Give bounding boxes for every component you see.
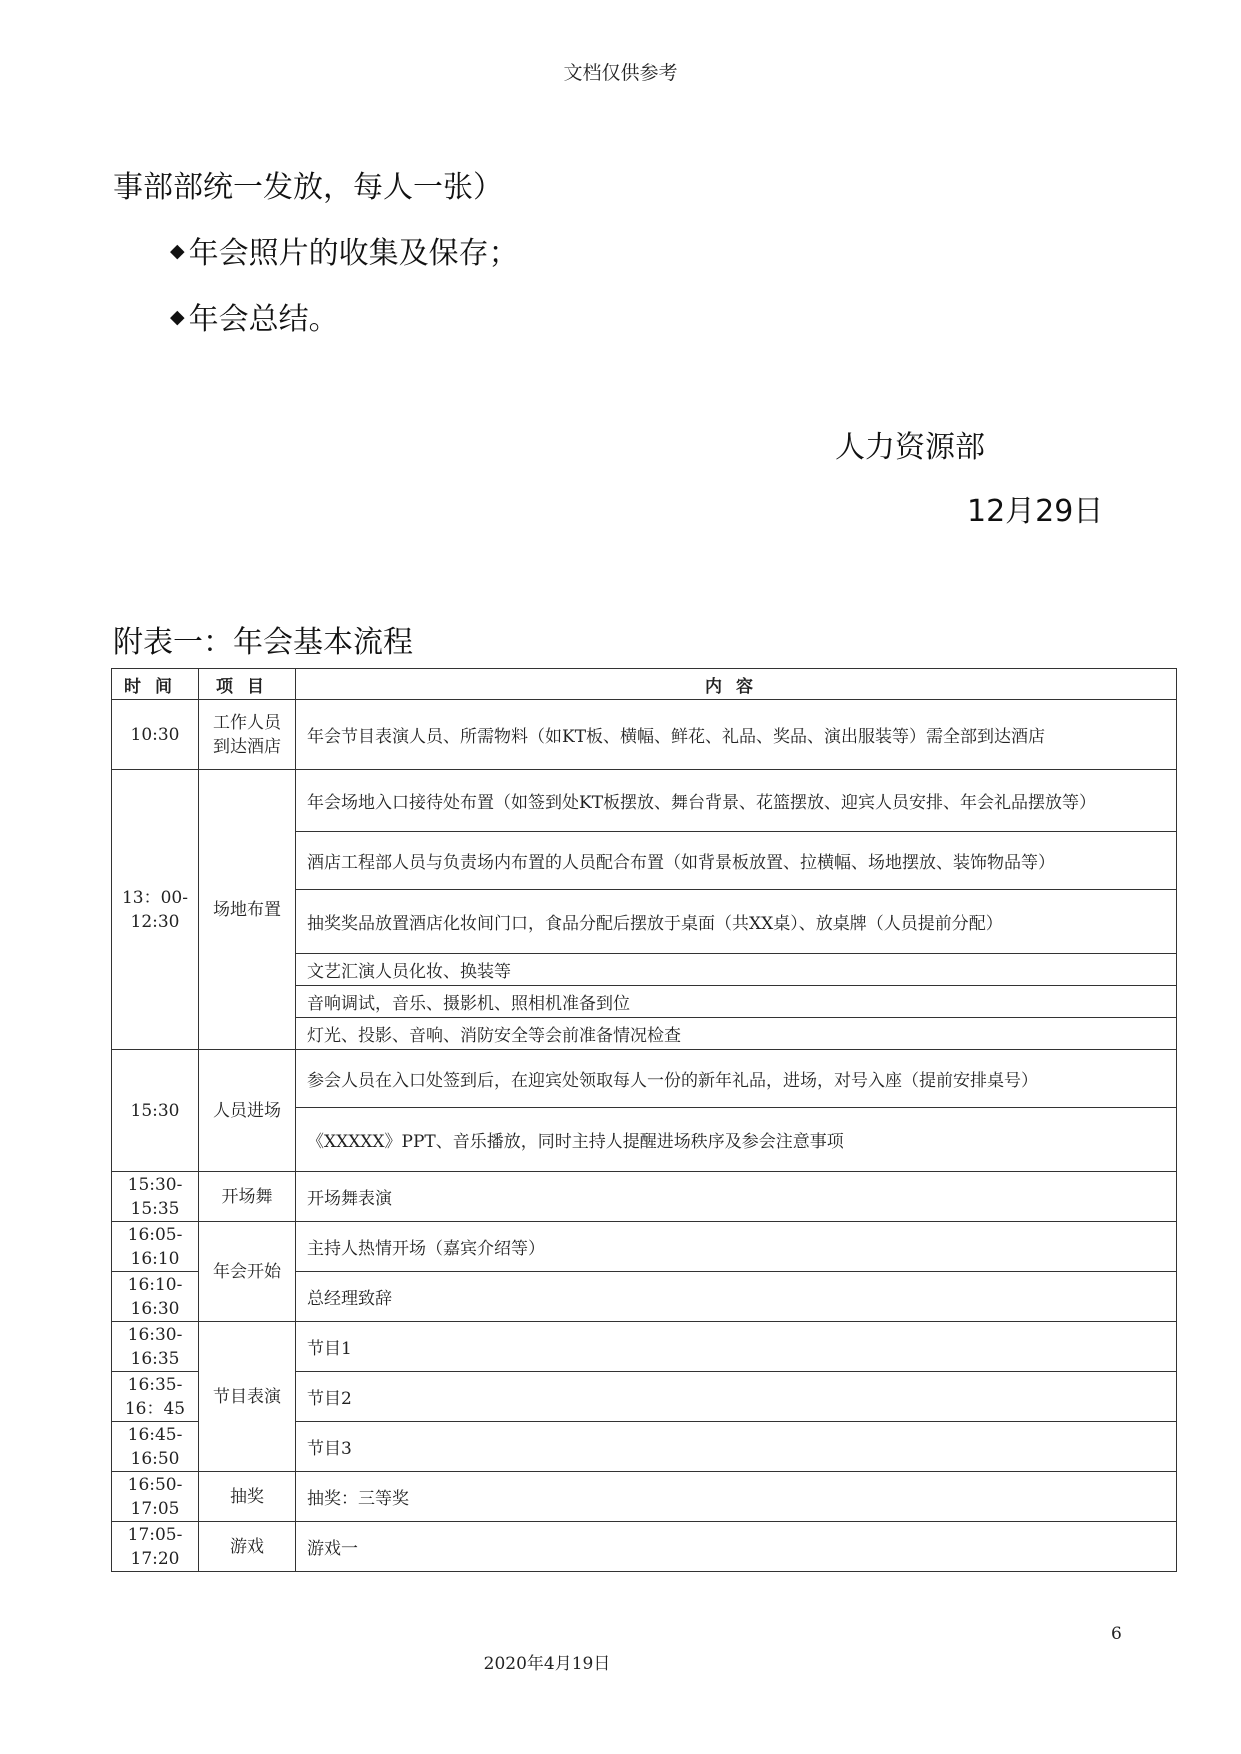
time-cell: 15:30 <box>112 1050 199 1172</box>
table-row <box>112 1322 1177 1372</box>
item-cell: 开场舞 <box>199 1172 296 1222</box>
table-row <box>112 1050 1177 1108</box>
bullet-item <box>170 228 519 272</box>
time-cell: 16:45- 16:50 <box>112 1422 199 1472</box>
item-cell <box>199 700 296 770</box>
signature-department: 人力资源部 <box>835 430 985 465</box>
header-time: 时间 <box>112 669 199 700</box>
content-cell: 酒店工程部人员与负责场内布置的人员配合布置（如背景板放置、拉横幅、场地摆放、装饰物品等） <box>296 832 1177 890</box>
header-note: 文档仅供参考 <box>563 62 678 84</box>
time-cell: 15:30- 15:35 <box>112 1172 199 1222</box>
table-row <box>112 700 1177 770</box>
diamond-bullet-icon: ◆ <box>170 240 185 262</box>
item-cell: 年会开始 <box>199 1222 296 1322</box>
table-row <box>112 1522 1177 1572</box>
table-title: 附表一：年会基本流程 <box>113 625 413 660</box>
content-cell: 节目1 <box>296 1322 1177 1372</box>
content-cell: 年会场地入口接待处布置（如签到处KT板摆放、舞台背景、花篮摆放、迎宾人员安排、年会礼品摆放等） <box>296 770 1177 832</box>
table-row <box>112 1472 1177 1522</box>
content-cell: 节目3 <box>296 1422 1177 1472</box>
time-cell: 16:50- 17:05 <box>112 1472 199 1522</box>
time-cell: 16:10- 16:30 <box>112 1272 199 1322</box>
body-text-line: 事部部统一发放，每人一张） <box>113 170 503 205</box>
time-cell: 16:30- 16:35 <box>112 1322 199 1372</box>
content-cell: 主持人热情开场（嘉宾介绍等） <box>296 1222 1177 1272</box>
bullet-text: 年会照片的收集及保存； <box>188 236 519 271</box>
table-row <box>112 1172 1177 1222</box>
content-cell: 文艺汇演人员化妆、换装等 <box>296 954 1177 986</box>
bullet-text: 年会总结。 <box>188 302 339 337</box>
diamond-bullet-icon: ◆ <box>170 306 185 328</box>
content-cell: 开场舞表演 <box>296 1172 1177 1222</box>
content-cell: 年会节目表演人员、所需物料（如KT板、横幅、鲜花、礼品、奖品、演出服装等）需全部到达酒店 <box>296 700 1177 770</box>
content-cell: 音响调试，音乐、摄影机、照相机准备到位 <box>296 986 1177 1018</box>
content-cell: 抽奖：三等奖 <box>296 1472 1177 1522</box>
table-row <box>112 770 1177 832</box>
time-cell: 13：00- 12:30 <box>112 770 199 1050</box>
time-cell: 16:05- 16:10 <box>112 1222 199 1272</box>
header-item: 项目 <box>199 669 296 700</box>
time-cell: 10:30 <box>112 700 199 770</box>
table-row <box>112 1222 1177 1272</box>
header-content: 内容 <box>296 669 1177 700</box>
item-cell: 场地布置 <box>199 770 296 1050</box>
time-cell: 16:35- 16：45 <box>112 1372 199 1422</box>
time-cell: 17:05- 17:20 <box>112 1522 199 1572</box>
content-cell: 抽奖奖品放置酒店化妆间门口，食品分配后摆放于桌面（共XX桌）、放桌牌（人员提前分配） <box>296 890 1177 954</box>
footer-date: 2020年4月19日 <box>483 1654 611 1674</box>
flow-table <box>111 668 1177 1572</box>
content-cell: 灯光、投影、音响、消防安全等会前准备情况检查 <box>296 1018 1177 1050</box>
content-cell: 节目2 <box>296 1372 1177 1422</box>
table-header-row <box>112 669 1177 700</box>
item-cell: 人员进场 <box>199 1050 296 1172</box>
content-cell: 游戏一 <box>296 1522 1177 1572</box>
page-number: 6 <box>1111 1624 1122 1644</box>
signature-date: 12月29日 <box>967 494 1104 529</box>
content-cell: 参会人员在入口处签到后，在迎宾处领取每人一份的新年礼品，进场，对号入座（提前安排桌号） <box>296 1050 1177 1108</box>
item-text: 工作人员 到达酒店 <box>213 712 281 757</box>
content-cell: 总经理致辞 <box>296 1272 1177 1322</box>
content-cell: 《XXXXX》PPT、音乐播放，同时主持人提醒进场秩序及参会注意事项 <box>296 1108 1177 1172</box>
item-cell: 游戏 <box>199 1522 296 1572</box>
bullet-item <box>170 294 339 338</box>
item-cell: 节目表演 <box>199 1322 296 1472</box>
item-cell: 抽奖 <box>199 1472 296 1522</box>
